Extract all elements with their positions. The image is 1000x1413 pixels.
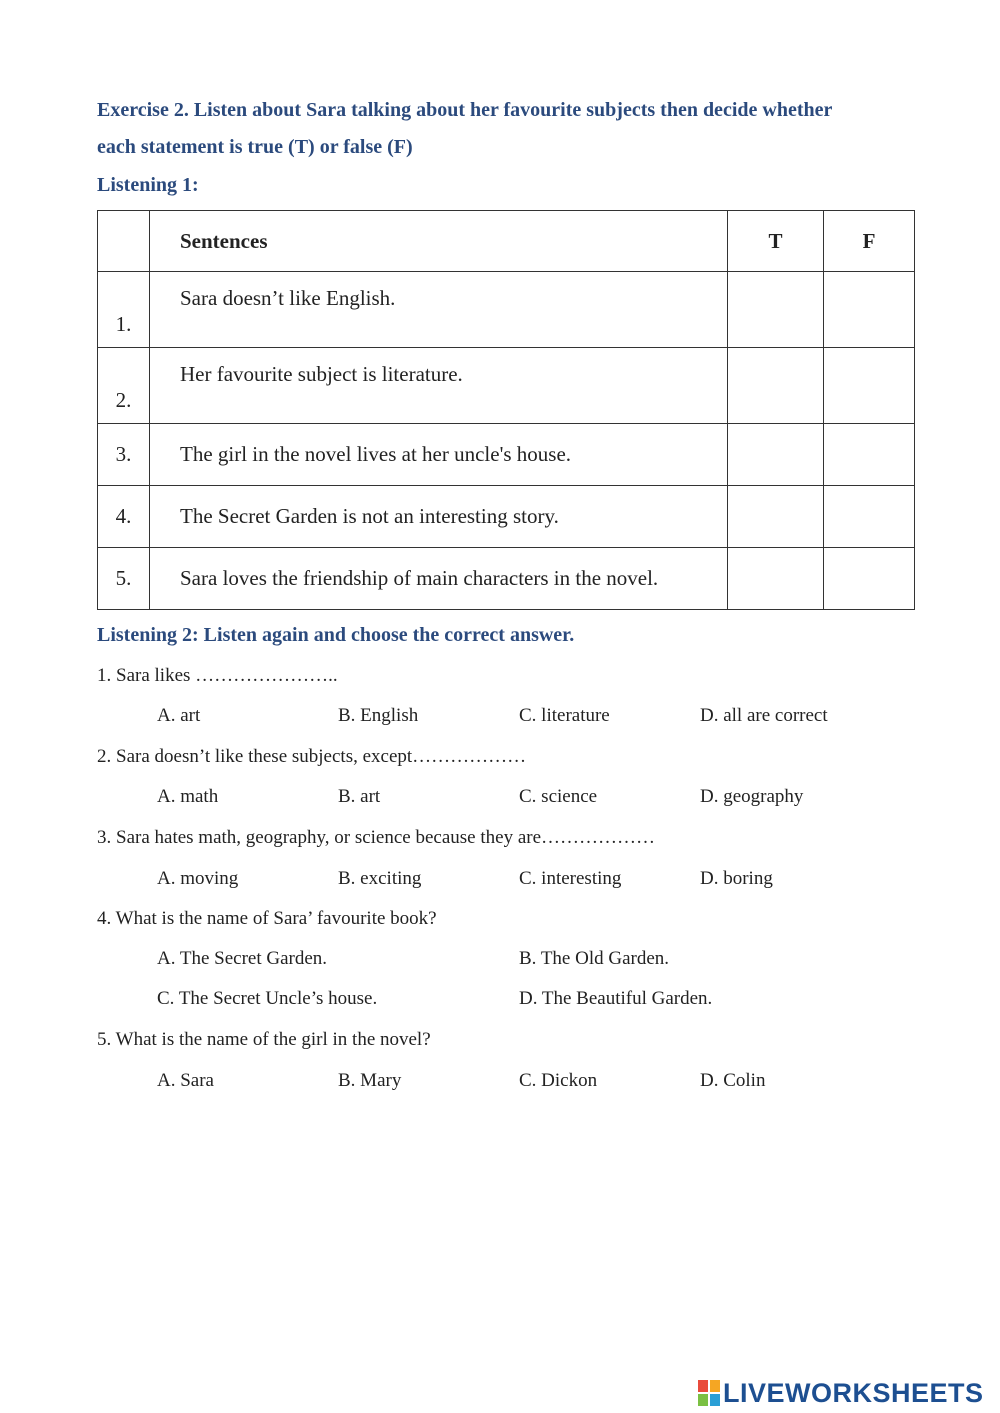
- exercise-heading-line2: each statement is true (T) or false (F): [97, 136, 413, 158]
- q3-option-a[interactable]: A. moving: [157, 868, 239, 889]
- false-answer-box[interactable]: [824, 348, 915, 424]
- row-number: 3.: [98, 424, 150, 486]
- q4-option-d[interactable]: D. The Beautiful Garden.: [519, 988, 713, 1009]
- row-number: 1.: [98, 272, 150, 348]
- q1-option-d[interactable]: D. all are correct: [700, 705, 828, 726]
- q1-option-b[interactable]: B. English: [338, 705, 419, 726]
- header-false: F: [824, 211, 915, 272]
- row-number: 2.: [98, 348, 150, 424]
- header-true: T: [728, 211, 824, 272]
- row-number: 5.: [98, 548, 150, 610]
- question-2: 2. Sara doesn’t like these subjects, except………………: [97, 746, 527, 767]
- q3-option-b[interactable]: B. exciting: [338, 868, 422, 889]
- q3-option-d[interactable]: D. boring: [700, 868, 773, 889]
- q2-option-b[interactable]: B. art: [338, 786, 381, 807]
- q5-option-d[interactable]: D. Colin: [700, 1070, 766, 1091]
- logo-mark-block: [710, 1380, 720, 1392]
- question-4: 4. What is the name of Sara’ favourite book?: [97, 908, 437, 929]
- row-number: 4.: [98, 486, 150, 548]
- q4-option-b[interactable]: B. The Old Garden.: [519, 948, 670, 969]
- q1-option-a[interactable]: A. art: [157, 705, 201, 726]
- q5-option-b[interactable]: B. Mary: [338, 1070, 402, 1091]
- liveworksheets-logo: [698, 1376, 984, 1410]
- table-row: [98, 348, 915, 424]
- header-sentences: Sentences: [150, 211, 728, 272]
- true-answer-box[interactable]: [728, 548, 824, 610]
- listening2-label: Listening 2: Listen again and choose the correct answer.: [97, 624, 575, 646]
- q2-option-d[interactable]: D. geography: [700, 786, 804, 807]
- row-sentence: The Secret Garden is not an interesting story.: [150, 486, 728, 548]
- table-row: [98, 272, 915, 348]
- row-sentence: The girl in the novel lives at her uncle's house.: [150, 424, 728, 486]
- table-row: [98, 486, 915, 548]
- q1-option-c[interactable]: C. literature: [519, 705, 610, 726]
- logo-text: LIVEWORKSHEETS: [723, 1377, 984, 1408]
- false-answer-box[interactable]: [824, 424, 915, 486]
- row-sentence: Sara loves the friendship of main characters in the novel.: [150, 548, 728, 610]
- false-answer-box[interactable]: [824, 272, 915, 348]
- table-header-row: [98, 211, 915, 272]
- q4-option-c[interactable]: C. The Secret Uncle’s house.: [157, 988, 378, 1009]
- logo-mark-block: [698, 1380, 708, 1392]
- q5-option-c[interactable]: C. Dickon: [519, 1070, 598, 1091]
- header-num: [98, 211, 150, 272]
- question-3: 3. Sara hates math, geography, or science because they are………………: [97, 827, 656, 848]
- logo-mark-icon: [698, 1380, 720, 1406]
- false-answer-box[interactable]: [824, 548, 915, 610]
- listening1-label: Listening 1:: [97, 174, 199, 196]
- question-5: 5. What is the name of the girl in the novel?: [97, 1029, 431, 1050]
- true-answer-box[interactable]: [728, 486, 824, 548]
- true-answer-box[interactable]: [728, 272, 824, 348]
- q3-option-c[interactable]: C. interesting: [519, 868, 622, 889]
- q2-option-a[interactable]: A. math: [157, 786, 219, 807]
- q2-option-c[interactable]: C. science: [519, 786, 598, 807]
- true-answer-box[interactable]: [728, 424, 824, 486]
- row-sentence: Her favourite subject is literature.: [150, 348, 728, 424]
- row-sentence: Sara doesn’t like English.: [150, 272, 728, 348]
- true-answer-box[interactable]: [728, 348, 824, 424]
- table-row: [98, 424, 915, 486]
- true-false-table: [97, 210, 915, 610]
- exercise-heading-line1: Exercise 2. Listen about Sara talking about her favourite subjects then decide whether: [97, 99, 833, 121]
- false-answer-box[interactable]: [824, 486, 915, 548]
- q5-option-a[interactable]: A. Sara: [157, 1070, 214, 1091]
- table-row: [98, 548, 915, 610]
- q4-option-a[interactable]: A. The Secret Garden.: [157, 948, 328, 969]
- logo-mark-block: [710, 1394, 720, 1406]
- logo-mark-block: [698, 1394, 708, 1406]
- question-1: 1. Sara likes …………………..: [97, 665, 338, 686]
